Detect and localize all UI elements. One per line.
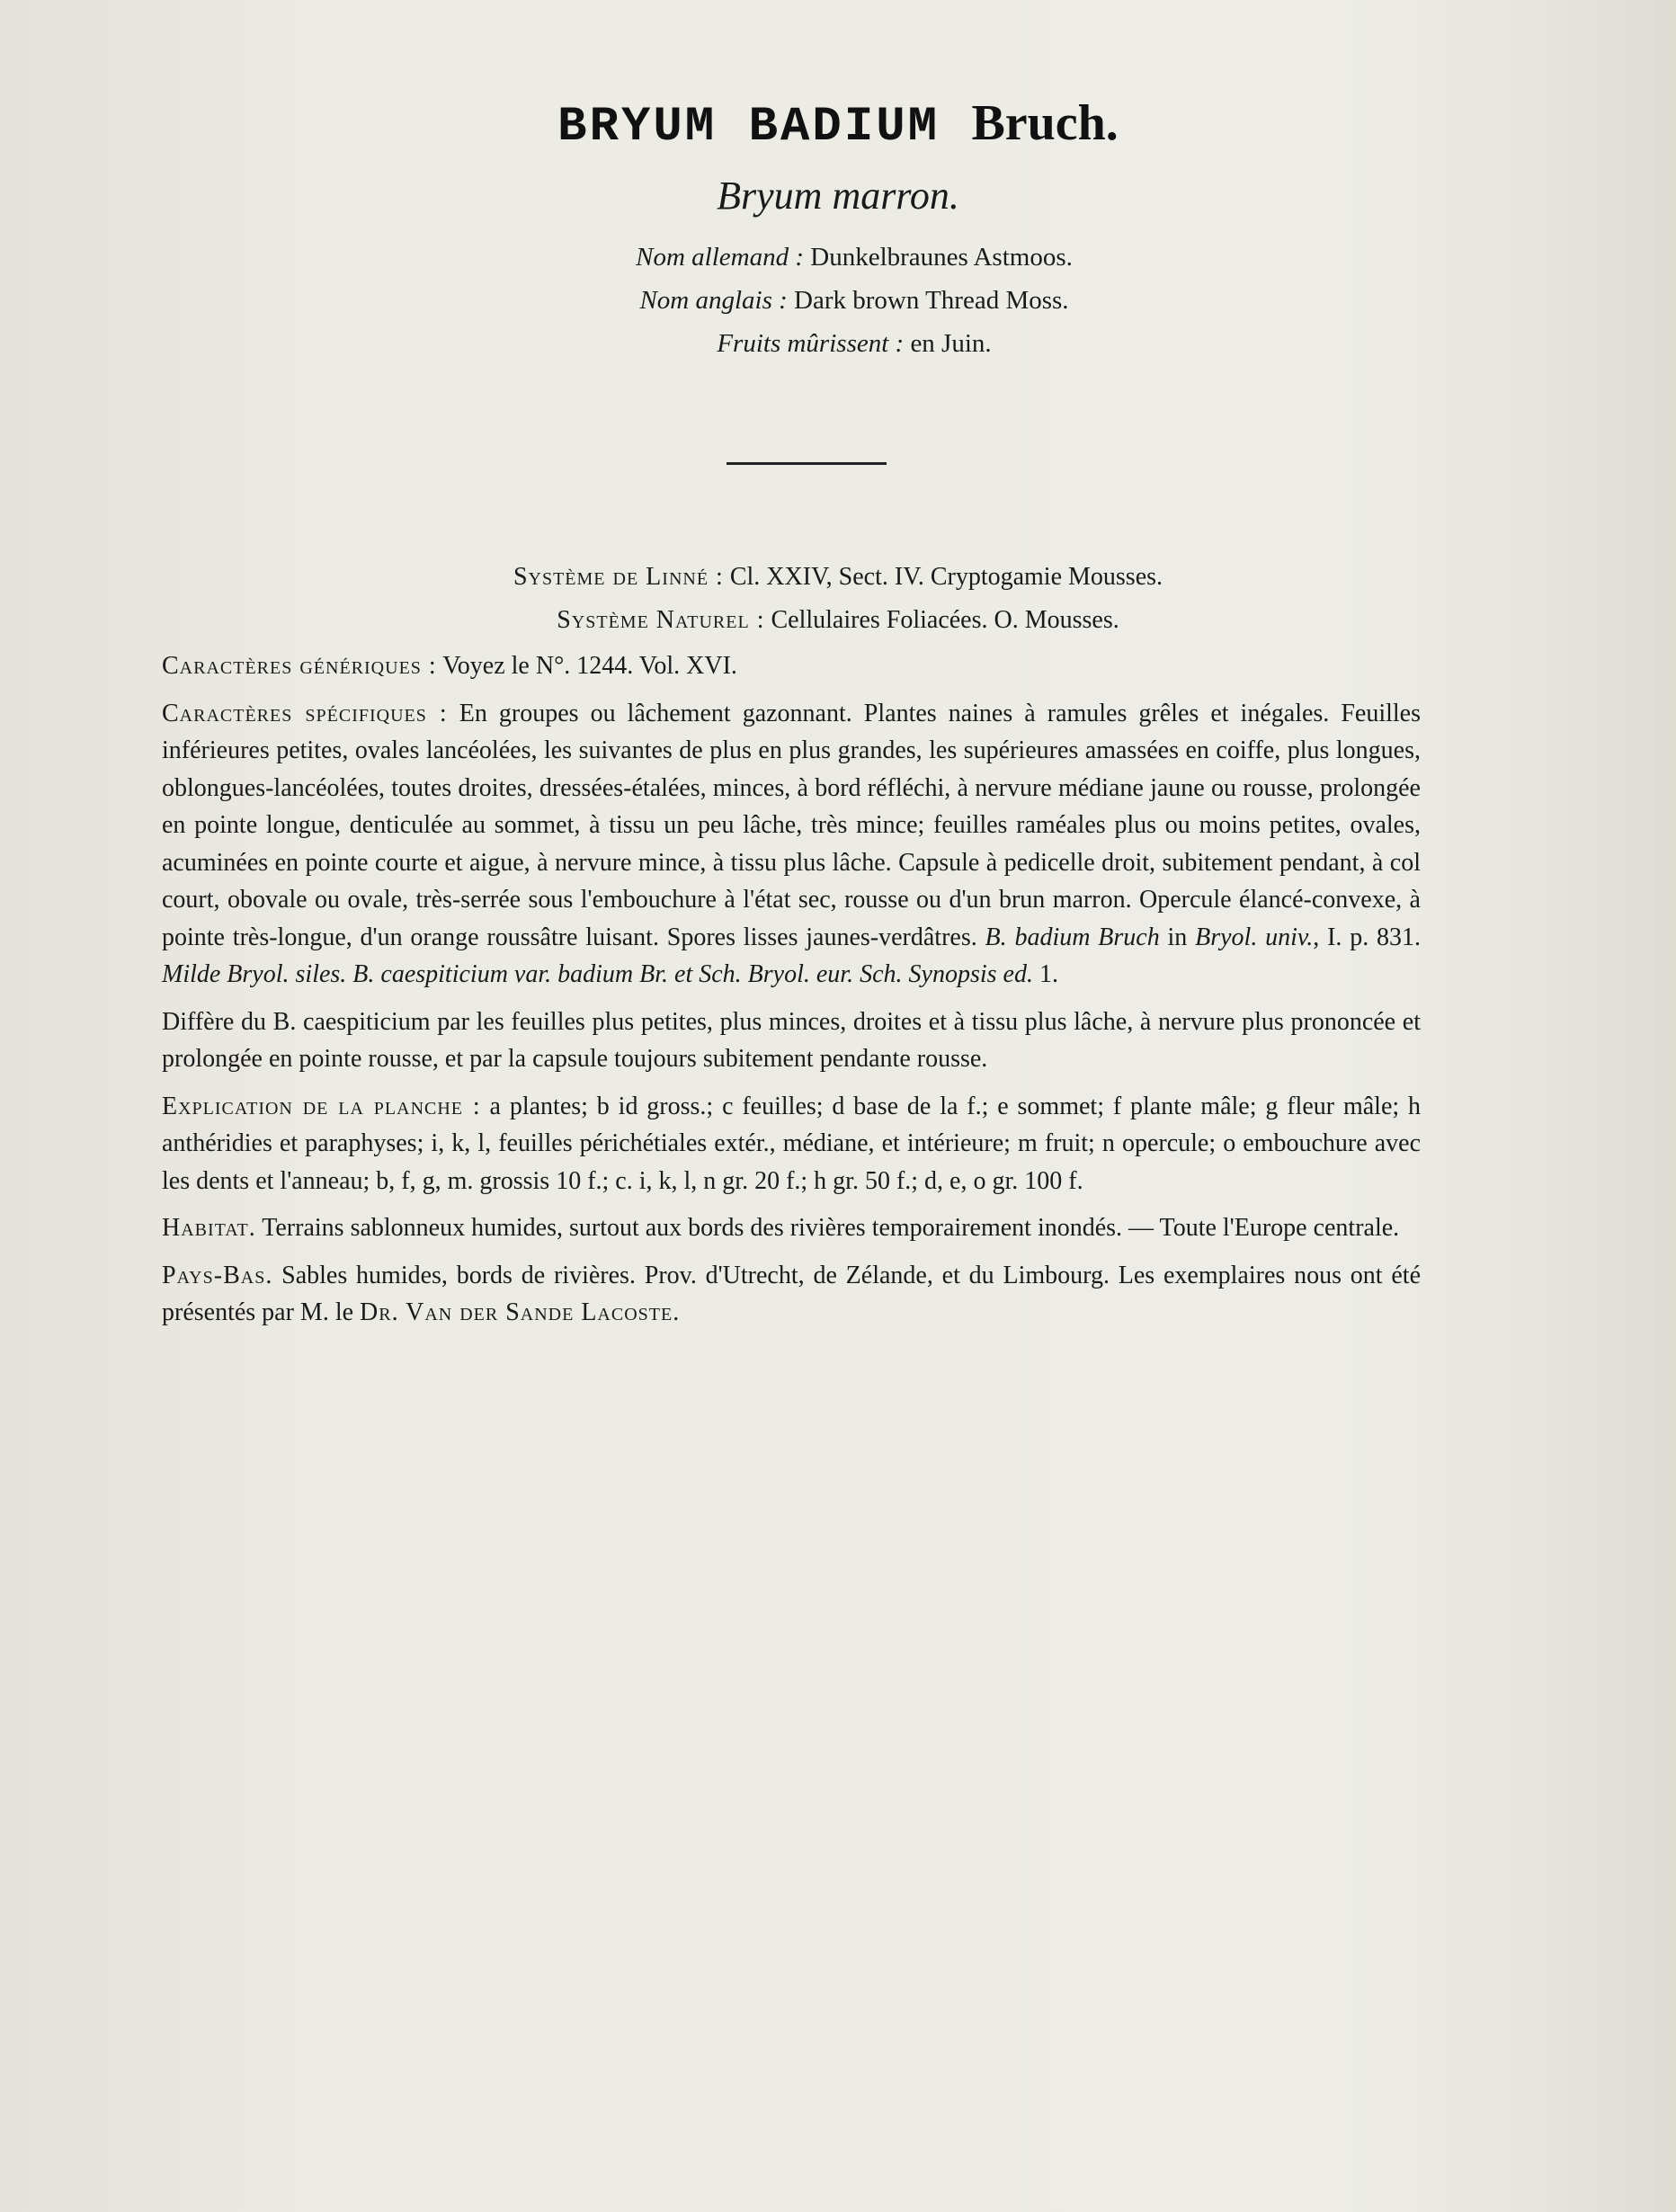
page-title — [0, 94, 1676, 155]
system-linne-label: Système de Linné : — [513, 563, 724, 591]
netherlands — [162, 1257, 1421, 1332]
name-english-label: Nom anglais : — [639, 286, 788, 315]
page-subtitle: Bryum marron. — [717, 174, 959, 218]
system-naturel — [0, 606, 1676, 635]
name-english — [539, 286, 1169, 316]
title-main: BRYUM BADIUM — [557, 100, 941, 155]
netherlands-label: Pays-Bas. — [162, 1261, 273, 1289]
habitat — [162, 1209, 1421, 1247]
specific-characters — [162, 695, 1421, 994]
difference-paragraph: Diffère du B. caespiticium par les feuilles plus petites, plus minces, droites et à tissu plus lâche, à nervure plus prononcée et prolongée en pointe rousse, et par la capsule toujours subitement pendante rousse. — [162, 1007, 1421, 1073]
title-author: Bruch. — [971, 95, 1119, 151]
netherlands-text: Sables humides, bords de rivières. Prov. d'Utrecht, de Zélande, et du Limbourg. Les exemplaires nous ont été présentés par M. le — [162, 1261, 1422, 1326]
specific-ref-page: , I. p. 831. — [1313, 923, 1422, 951]
divider-rule — [727, 462, 887, 465]
plate-explanation-label: Explication de la planche : — [162, 1092, 481, 1120]
specific-ref-2: Bryol. univ. — [1195, 923, 1314, 951]
specific-ref-3: Milde Bryol. siles. B. caespiticium var. badium Br. et Sch. Bryol. eur. Sch. Synopsis ed. — [162, 960, 1033, 988]
netherlands-contributor: Dr. Van der Sande Lacoste. — [360, 1298, 681, 1326]
name-german-value: Dunkelbraunes Astmoos. — [810, 243, 1073, 272]
page-edge-shadow — [1529, 0, 1676, 2212]
fruit-season — [539, 329, 1169, 359]
name-german — [539, 243, 1169, 272]
specific-ref-in: in — [1167, 923, 1188, 951]
specific-characters-text: En groupes ou lâchement gazonnant. Plantes naines à ramules grêles et inégales. Feuilles inférieures petites, ovales lancéolées, les suivantes de plus en plus grandes, les supérieures amassées en coiffe, plus longues, oblongues-lancéolées, toutes droites, dressées-étalées, minces, à bord réfléchi, à nervure médiane jaune ou rousse, prolongée en pointe longue, denticulée au sommet, à tissu un peu lâche, très mince; feuilles raméales plus ou moins petites, ovales, acuminées en pointe courte et aigue, à nervure mince, à tissu plus lâche. Capsule à pedicelle droit, subitement pendant, à col court, obovale ou ovale, très-serrée sous l'embouchure à l'état sec, rousse ou d'un brun marron. Opercule élancé-convexe, à pointe très-longue, d'un orange roussâtre luisant. Spores lisses jaunes-verdâtres. — [162, 699, 1421, 951]
plate-explanation-text: a plantes; b id gross.; c feuilles; d base de la f.; e sommet; f plante mâle; g fleur mâle; h anthéridies et paraphyses; i, k, l, feuilles périchétiales extér., médiane, et intérieure; m fruit; n opercule; o embouchure avec les dents et l'anneau; b, f, g, m. grossis 10 f.; c. i, k, l, n gr. 20 f.; h gr. 50 f.; d, e, o gr. 100 f. — [162, 1092, 1422, 1195]
generic-characters-text: Voyez le N°. 1244. Vol. XVI. — [442, 652, 737, 680]
generic-characters — [162, 647, 1421, 685]
generic-characters-label: Caractères génériques : — [162, 652, 437, 680]
main-text — [162, 647, 1421, 1342]
specific-ref-end: 1. — [1039, 960, 1058, 988]
system-linne-value: Cl. XXIV, Sect. IV. Cryptogamie Mousses. — [729, 563, 1163, 591]
system-linne — [0, 563, 1676, 592]
system-naturel-value: Cellulaires Foliacées. O. Mousses. — [771, 606, 1119, 634]
specific-characters-label: Caractères spécifiques : — [162, 699, 448, 727]
name-german-label: Nom allemand : — [636, 243, 805, 272]
specific-ref-1: B. badium Bruch — [985, 923, 1160, 951]
name-english-value: Dark brown Thread Moss. — [794, 286, 1069, 315]
system-naturel-label: Système Naturel : — [557, 606, 765, 634]
habitat-label: Habitat. — [162, 1214, 256, 1242]
fruit-season-value: en Juin. — [910, 329, 992, 358]
fruit-season-label: Fruits mûrissent : — [717, 329, 905, 358]
habitat-text: Terrains sablonneux humides, surtout aux bords des rivières temporairement inondés. — Toute l'Europe centrale. — [262, 1214, 1400, 1242]
plate-explanation — [162, 1088, 1421, 1200]
